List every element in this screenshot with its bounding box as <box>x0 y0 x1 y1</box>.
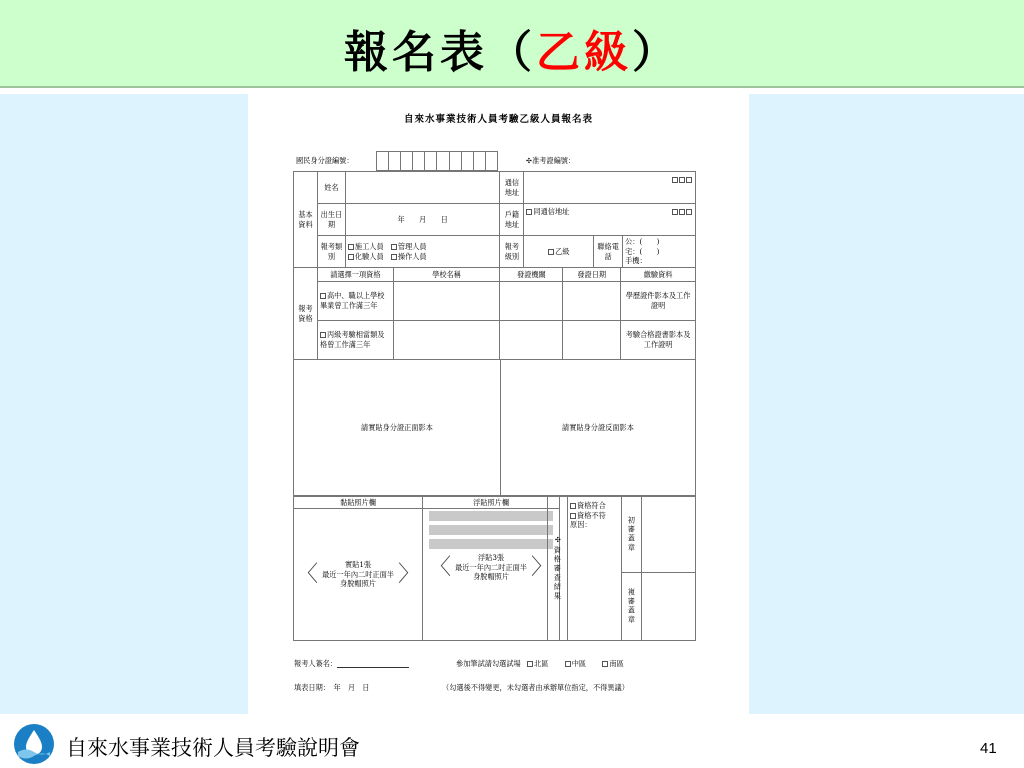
review-label: ✣資格審查結果 <box>548 497 568 641</box>
id-number-row <box>296 156 354 166</box>
qual-option-2-checkbox[interactable] <box>320 332 326 338</box>
photo-placeholder-bar <box>429 525 553 535</box>
category-lab-checkbox[interactable] <box>348 254 354 260</box>
exam-level-label: 報考級別 <box>500 236 524 268</box>
qual-option-1-label: 高中、職以上學校畢業曾工作滿三年 <box>319 291 385 310</box>
review-fail-checkbox[interactable] <box>570 513 576 519</box>
review-pass-label: 資格符合 <box>577 501 606 510</box>
page-number: 41 <box>980 740 997 757</box>
loose-photo-header: 浮貼照片欄 <box>423 497 560 509</box>
qual-school-header: 學校名稱 <box>393 268 500 282</box>
phone-home: 宅：( ) <box>625 246 660 256</box>
review-fail-label: 資格不符 <box>577 510 606 520</box>
review-table <box>547 496 696 641</box>
signature-label: 報考人簽名： <box>294 659 338 668</box>
birth-date-field[interactable]: 年 月 日 <box>345 204 500 236</box>
second-review-stamp-label: 複審蓋章 <box>622 573 642 641</box>
slide-footer <box>0 718 1024 768</box>
photo-placeholder-bar <box>429 539 553 549</box>
site-north-checkbox[interactable] <box>527 661 533 667</box>
exam-site-label: 參加筆試請勾選試場 <box>456 659 521 668</box>
qual-school-field-1[interactable] <box>393 282 500 321</box>
qual-issuer-field-2[interactable] <box>500 321 563 360</box>
admission-number-label: ✣准考證編號： <box>526 156 576 165</box>
second-review-stamp-field[interactable] <box>642 573 696 641</box>
exam-site-row <box>456 659 624 669</box>
qual-issue-date-header: 發證日期 <box>563 268 621 282</box>
level-b-checkbox[interactable] <box>548 249 554 255</box>
name-field[interactable] <box>345 172 500 204</box>
qual-docs-2: 考驗合格證書影本及工作證明 <box>621 321 696 360</box>
exam-category-options <box>345 236 500 268</box>
signature-row <box>294 659 409 669</box>
slide-header <box>0 0 1024 88</box>
first-review-stamp-field[interactable] <box>642 497 696 573</box>
id-number-boxes[interactable] <box>376 151 498 171</box>
mail-address-label: 通信地址 <box>500 172 524 204</box>
site-south-checkbox[interactable] <box>602 661 608 667</box>
name-label: 姓名 <box>317 172 345 204</box>
same-address-checkbox[interactable] <box>526 209 532 215</box>
footer-text: 自來水事業技術人員考驗說明會 <box>66 736 360 760</box>
category-operation-checkbox[interactable] <box>391 254 397 260</box>
signature-line[interactable] <box>337 667 409 668</box>
site-central-label: 中區 <box>571 659 587 668</box>
registered-address-label: 戶籍地址 <box>500 204 524 236</box>
exam-category-label: 報考類別 <box>317 236 345 268</box>
slide-title <box>0 16 1024 80</box>
loose-photo-area[interactable] <box>423 509 560 641</box>
qual-option-2 <box>317 321 393 360</box>
site-south-label: 南區 <box>609 659 624 668</box>
loose-photo-desc: 最近一年內二吋正面半身脫帽照片 <box>455 562 527 582</box>
category-management-checkbox[interactable] <box>391 244 397 250</box>
exam-level-option <box>524 236 594 268</box>
review-reason-label: 原因： <box>570 520 592 530</box>
title-highlight: 乙級 <box>536 27 632 78</box>
paste-photo-count: 實貼1張 <box>344 559 372 569</box>
first-review-stamp-label: 初審蓋章 <box>622 497 642 573</box>
qual-option-1 <box>317 282 393 321</box>
qualification-section-label: 報考資格 <box>294 268 318 360</box>
paste-photo-header: 黏貼照片欄 <box>294 497 423 509</box>
exam-site-note: （勾選後不得變更，未勾選者由承辦單位指定，不得異議） <box>442 683 629 692</box>
site-central-checkbox[interactable] <box>565 661 571 667</box>
form-title: 自來水事業技術人員考驗乙級人員報名表 <box>403 114 593 125</box>
photo-placeholder-bar <box>429 511 553 521</box>
angle-right-icon: 〉 <box>398 561 421 587</box>
left-side-panel <box>0 94 248 714</box>
category-operation-label: 操作人員 <box>397 251 427 261</box>
paste-photo-desc: 最近一年內二吋正面半身脫帽照片 <box>322 569 394 589</box>
birth-date-label: 出生日期 <box>317 204 345 236</box>
category-construction-label: 施工人員 <box>354 241 384 251</box>
qual-docs-header: 繳驗資料 <box>621 268 696 282</box>
title-paren-close: ） <box>632 27 680 78</box>
qual-date-field-1[interactable] <box>563 282 621 321</box>
title-paren-open: （ <box>488 27 536 78</box>
angle-left-icon: 〈 <box>296 561 319 587</box>
registered-address-field[interactable] <box>524 204 696 236</box>
qualification-table <box>293 267 696 360</box>
angle-left-icon: 〈 <box>429 554 452 580</box>
qual-choose-header: 請選擇一項資格 <box>317 268 393 282</box>
id-front-copy-area[interactable]: 請實貼身分證正面影本 <box>294 360 501 496</box>
contact-phone-label: 聯絡電話 <box>594 236 623 268</box>
right-side-panel <box>749 94 1024 714</box>
paste-photo-area[interactable] <box>294 509 423 641</box>
photo-table <box>293 496 560 641</box>
review-result <box>568 497 622 641</box>
form-document <box>248 94 749 714</box>
same-address-label: 同通信地址 <box>533 207 570 216</box>
qual-issuer-header: 發證機關 <box>500 268 563 282</box>
title-main: 報名表 <box>344 27 488 78</box>
category-management-label: 管理人員 <box>397 241 427 251</box>
level-b-label: 乙級 <box>555 246 570 256</box>
qual-issuer-field-1[interactable] <box>500 282 563 321</box>
basic-data-table <box>293 171 696 268</box>
angle-right-icon: 〉 <box>531 554 554 580</box>
mail-address-field[interactable] <box>524 172 696 204</box>
category-construction-checkbox[interactable] <box>348 244 354 250</box>
loose-photo-count: 浮貼3張 <box>477 553 505 562</box>
qual-docs-1: 學歷證件影本及工作證明 <box>621 282 696 321</box>
id-copy-table <box>293 359 696 496</box>
review-pass-checkbox[interactable] <box>570 503 576 509</box>
phone-office: 公：( ) <box>625 236 660 246</box>
id-back-copy-area[interactable]: 請實貼身分證反面影本 <box>501 360 696 496</box>
qual-date-field-2[interactable] <box>563 321 621 360</box>
water-drop-logo-icon <box>12 722 56 766</box>
site-north-label: 北區 <box>534 659 549 668</box>
fill-date: 填表日期： 年 月 日 <box>294 683 370 692</box>
qual-school-field-2[interactable] <box>393 321 500 360</box>
phone-mobile: 手機： <box>625 256 647 266</box>
contact-phone-field[interactable] <box>623 236 696 268</box>
category-lab-label: 化驗人員 <box>354 251 384 261</box>
id-number-label: 國民身分證編號： <box>296 156 354 165</box>
basic-section-label: 基本資料 <box>294 172 318 268</box>
qual-option-1-checkbox[interactable] <box>320 293 326 299</box>
qual-option-2-label: 丙級考驗相當類及格曾工作滿三年 <box>319 330 385 349</box>
